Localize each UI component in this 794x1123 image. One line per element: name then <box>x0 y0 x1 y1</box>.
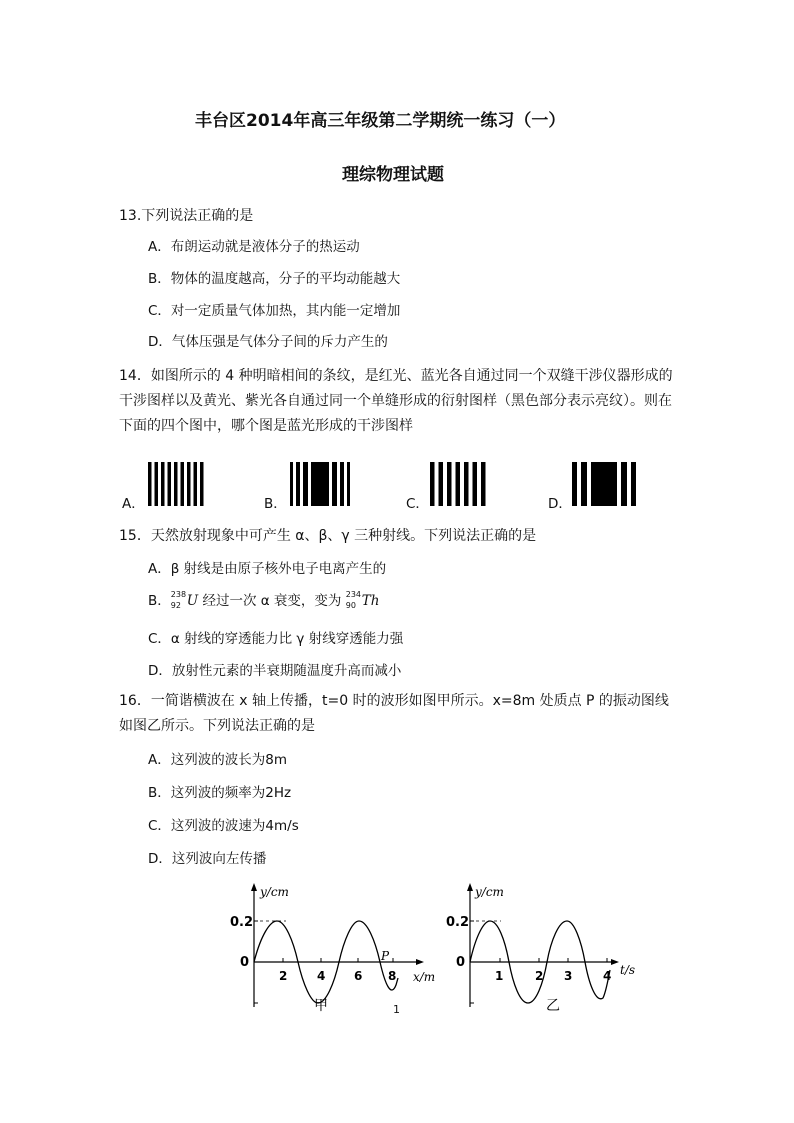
jia-y-label: y/cm <box>260 885 289 899</box>
yi-y-arrow <box>467 883 473 891</box>
wave-graph-jia <box>228 880 440 1015</box>
question-13-option-c: C．对一定质量气体加热，其内能一定增加 <box>148 303 401 319</box>
jia-x-arrow <box>416 959 424 965</box>
question-13-option-d: D．气体压强是气体分子间的斥力产生的 <box>148 334 388 350</box>
yi-x-label: t/s <box>620 963 636 977</box>
question-13-stem: 13.下列说法正确的是 <box>119 208 254 224</box>
fringe-pattern-c <box>430 462 490 506</box>
jia-point-p-label: P <box>381 949 390 963</box>
question-15-option-c: C．α 射线的穿透能力比 γ 射线穿透能力强 <box>148 631 404 647</box>
yi-amp-label: 0.2 <box>446 915 470 930</box>
uranium-atomic-number: 92 <box>170 601 181 610</box>
page-title: 丰台区2014年高三年级第二学期统一练习（一） <box>195 111 566 131</box>
jia-x-label: x/m <box>413 970 436 984</box>
yi-caption: 乙 <box>546 998 560 1014</box>
page-subtitle: 理综物理试题 <box>342 165 444 185</box>
wave-graph-yi <box>443 880 648 1015</box>
yi-tick-label-4: 4 <box>603 969 612 983</box>
yi-x-arrow <box>611 959 619 965</box>
yi-y-label: y/cm <box>475 885 504 899</box>
question-16-option-a: A．这列波的波长为8m <box>148 752 287 768</box>
page-number: 1 <box>393 1003 400 1016</box>
fringe-label-a: A． <box>122 496 145 512</box>
question-16-option-c: C．这列波的波速为4m/s <box>148 818 299 834</box>
option-b-prefix: B． <box>148 593 171 609</box>
jia-amp-label: 0.2 <box>230 915 254 930</box>
uranium-mass-number: 238 <box>170 590 187 599</box>
question-16-option-d: D．这列波向左传播 <box>148 851 267 867</box>
thorium-symbol: Th <box>361 593 380 609</box>
yi-tick-label-3: 3 <box>564 969 573 983</box>
yi-tick-label-2: 2 <box>535 969 544 983</box>
question-15-option-b <box>148 589 379 610</box>
fringe-pattern-b <box>290 462 352 506</box>
yi-tick-label-1: 1 <box>495 969 504 983</box>
fringe-label-b: B． <box>264 496 287 512</box>
question-16-stem: 16．一简谐横波在 x 轴上传播，t=0 时的波形如图甲所示。x=8m 处质点 P 的振动图线如图乙所示。下列说法正确的是 <box>119 693 669 734</box>
fringe-pattern-d <box>572 462 638 506</box>
question-15-option-a: A．β 射线是由原子核外电子电离产生的 <box>148 561 387 577</box>
question-14-stem: 14．如图所示的 4 种明暗相间的条纹，是红光、蓝光各自通过同一个双缝干涉仪器形成的干涉图样以及黄光、紫光各自通过同一个单缝形成的衍射图样（黑色部分表示亮纹）。则在下面的四个图中，哪个图是蓝光形成的干涉图样 <box>119 368 673 434</box>
uranium-symbol: U <box>186 593 199 609</box>
fringe-pattern-a <box>148 462 206 506</box>
thorium-atomic-number: 90 <box>345 601 356 610</box>
jia-tick-label-6: 6 <box>354 969 363 983</box>
jia-tick-label-2: 2 <box>279 969 288 983</box>
fringe-label-d: D． <box>548 496 572 512</box>
question-16-option-b: B．这列波的频率为2Hz <box>148 785 292 801</box>
jia-origin-label: 0 <box>240 955 250 970</box>
question-13-option-a: A．布朗运动就是液体分子的热运动 <box>148 239 360 255</box>
question-15-stem: 15．天然放射现象中可产生 α、β、γ 三种射线。下列说法正确的是 <box>119 528 537 544</box>
jia-caption: 甲 <box>314 998 328 1014</box>
jia-tick-label-4: 4 <box>317 969 326 983</box>
uranium-nuclide <box>171 592 187 610</box>
jia-tick-label-8: 8 <box>388 969 397 983</box>
fringe-label-c: C． <box>406 496 429 512</box>
jia-y-arrow <box>251 883 257 891</box>
yi-origin-label: 0 <box>456 955 466 970</box>
question-13-option-b: B．物体的温度越高，分子的平均动能越大 <box>148 271 401 287</box>
thorium-nuclide <box>346 592 362 610</box>
thorium-mass-number: 234 <box>345 590 362 599</box>
question-15-option-d: D．放射性元素的半衰期随温度升高而减小 <box>148 663 402 679</box>
option-b-middle: 经过一次 α 衰变，变为 <box>198 593 346 609</box>
